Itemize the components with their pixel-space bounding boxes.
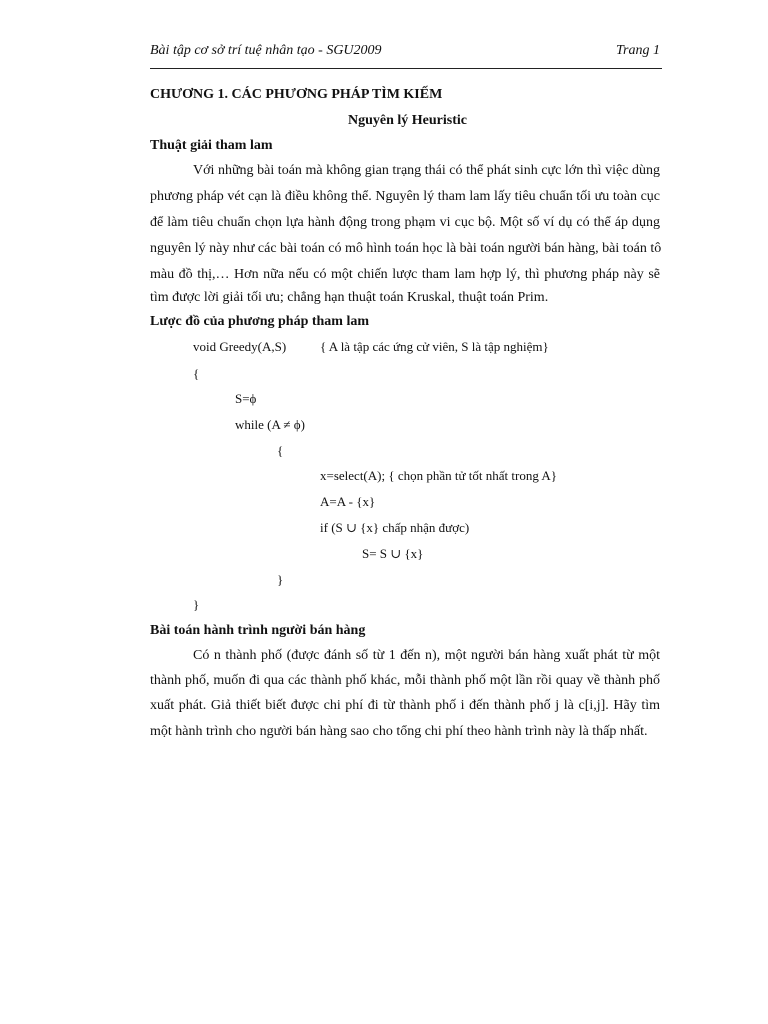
paragraph-line: thành phố, muốn đi qua các thành phố khác, mỗi thành phố một lần rồi quay về thành phố: [150, 673, 660, 688]
code-remove: A=A - {x}: [320, 494, 376, 509]
chapter-title: CHƯƠNG 1. CÁC PHƯƠNG PHÁP TÌM KIẾM: [150, 87, 443, 102]
section-heading-greedy-scheme: Lược đồ của phương pháp tham lam: [150, 314, 370, 329]
code-comment: { A là tập các ứng cử viên, S là tập nghiệm}: [320, 339, 549, 354]
paragraph-line: màu đồ thị,… Hơn nữa nếu có một chiến lược tham lam hợp lý, thì phương pháp này sẽ: [150, 267, 660, 282]
paragraph-line: Có n thành phố (được đánh số từ 1 đến n), một người bán hàng xuất phát từ một: [193, 648, 660, 663]
code-select: x=select(A); { chọn phần tử tốt nhất trong A}: [320, 468, 557, 483]
paragraph-line: để làm tiêu chuẩn chọn lựa hành động trong phạm vi cục bộ. Một số ví dụ có thể áp dụng: [150, 215, 660, 230]
header-page-number: Trang 1: [616, 43, 660, 58]
code-brace-close-inner: }: [277, 572, 284, 587]
paragraph-line: phương pháp vét cạn là điều không thể. Nguyên lý tham lam lấy tiêu chuẩn tối ưu toàn cục: [150, 189, 660, 204]
code-signature: void Greedy(A,S): [193, 339, 287, 354]
header-divider: [150, 68, 662, 69]
code-while: while (A ≠ ϕ): [235, 417, 305, 432]
section-heading-greedy: Thuật giải tham lam: [150, 138, 273, 153]
code-brace-open: {: [193, 366, 200, 381]
code-init: S=ϕ: [235, 391, 257, 406]
section-subtitle: Nguyên lý Heuristic: [348, 113, 467, 128]
paragraph-line: tìm được lời giải tối ưu; chẳng hạn thuật toán Kruskal, thuật toán Prim.: [150, 290, 549, 305]
paragraph-line: nguyên lý này như các bài toán có mô hình toán học là bài toán người bán hàng, bài toán tô: [150, 241, 662, 256]
page-header: [150, 43, 660, 65]
code-brace-open-inner: {: [277, 443, 284, 458]
code-brace-close: }: [193, 597, 200, 612]
header-title: Bài tập cơ sở trí tuệ nhân tạo - SGU2009: [150, 43, 382, 58]
code-if: if (S ∪ {x} chấp nhận được): [320, 520, 470, 535]
paragraph-line: xuất phát. Giả thiết biết được chi phí đi từ thành phố i đến thành phố j là c[i,j]. Hãy tìm: [150, 698, 660, 713]
section-heading-tsp: Bài toán hành trình người bán hàng: [150, 623, 366, 638]
paragraph-line: Với những bài toán mà không gian trạng thái có thể phát sinh cực lớn thì việc dùng: [193, 163, 660, 178]
code-assign: S= S ∪ {x}: [362, 546, 424, 561]
paragraph-line: một hành trình cho người bán hàng sao cho tổng chi phí theo hành trình này là thấp nhất.: [150, 724, 648, 739]
